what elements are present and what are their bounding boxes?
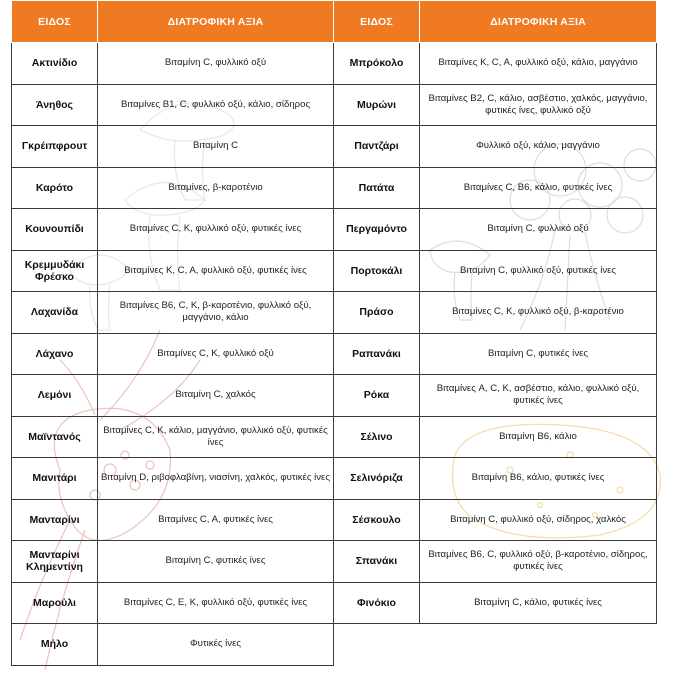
item-name: Άνηθος: [12, 84, 98, 126]
item-name: Μαϊντανός: [12, 416, 98, 458]
table-row: [12, 292, 334, 334]
item-name: Γκρέιπφρουτ: [12, 126, 98, 168]
item-name: Μπρόκολο: [334, 43, 420, 85]
table-row: [12, 416, 334, 458]
column-header-value: ΔΙΑΤΡΟΦΙΚΗ ΑΞΙΑ: [98, 1, 334, 43]
item-name: Σέσκουλο: [334, 499, 420, 541]
item-nutrition: Βιταμίνες Β2, C, κάλιο, ασβέστιο, χαλκός, μαγγάνιο, φυτικές ίνες, φυλλικό οξύ: [420, 84, 657, 126]
item-nutrition: Βιταμίνη C, φυλλικό οξύ, σίδηρος, χαλκός: [420, 499, 657, 541]
item-name: Φινόκιο: [334, 582, 420, 624]
item-nutrition: Βιταμίνες C, A, φυτικές ίνες: [98, 499, 334, 541]
table-row: [12, 250, 334, 292]
table-row: [334, 375, 657, 417]
item-nutrition: Φυλλικό οξύ, κάλιο, μαγγάνιο: [420, 126, 657, 168]
table-row: [334, 43, 657, 85]
item-nutrition: Βιταμίνη C, χαλκός: [98, 375, 334, 417]
item-name: Ακτινίδιο: [12, 43, 98, 85]
table-header-row: [12, 1, 334, 43]
table-row: [334, 416, 657, 458]
item-name: Σέλινο: [334, 416, 420, 458]
item-name: Κουνουπίδι: [12, 209, 98, 251]
item-nutrition: Βιταμίνες Β6, C, K, β-καροτένιο, φυλλικό οξύ, μαγγάνιο, κάλιο: [98, 292, 334, 334]
table-row: [12, 333, 334, 375]
item-nutrition: Βιταμίνη C, φυλλικό οξύ, φυτικές ίνες: [420, 250, 657, 292]
table-row: [334, 250, 657, 292]
item-name: Ρόκα: [334, 375, 420, 417]
column-header-value: ΔΙΑΤΡΟΦΙΚΗ ΑΞΙΑ: [420, 1, 657, 43]
item-nutrition: Βιταμίνη C, φυλλικό οξύ: [98, 43, 334, 85]
item-nutrition: Βιταμίνες C, K, φυλλικό οξύ, β-καροτένιο: [420, 292, 657, 334]
table-row: [334, 582, 657, 624]
item-name: Λεμόνι: [12, 375, 98, 417]
item-nutrition: Βιταμίνη C, φυλλικό οξύ: [420, 209, 657, 251]
table-row: [334, 499, 657, 541]
table-row: [12, 458, 334, 500]
nutrition-table-right: [333, 0, 657, 624]
table-row: [334, 209, 657, 251]
item-name: Μανταρίνι Κλημεντίνη: [12, 541, 98, 583]
item-nutrition: Βιταμίνες C, E, K, φυλλικό οξύ, φυτικές ίνες: [98, 582, 334, 624]
item-nutrition: Βιταμίνη C, φυτικές ίνες: [420, 333, 657, 375]
item-name: Λαχανίδα: [12, 292, 98, 334]
item-name: Μανιτάρι: [12, 458, 98, 500]
item-name: Ραπανάκι: [334, 333, 420, 375]
table-row: [12, 126, 334, 168]
item-nutrition: Βιταμίνη Β6, κάλιο: [420, 416, 657, 458]
item-nutrition: Βιταμίνες K, C, A, φυλλικό οξύ, φυτικές ίνες: [98, 250, 334, 292]
table-row: [12, 624, 334, 666]
item-nutrition: Βιταμίνες C, Β6, κάλιο, φυτικές ίνες: [420, 167, 657, 209]
item-name: Μαρούλι: [12, 582, 98, 624]
item-name: Λάχανο: [12, 333, 98, 375]
table-row: [12, 43, 334, 85]
table-row: [12, 582, 334, 624]
item-nutrition: Βιταμίνη C, κάλιο, φυτικές ίνες: [420, 582, 657, 624]
item-name: Πατάτα: [334, 167, 420, 209]
item-name: Σπανάκι: [334, 541, 420, 583]
item-nutrition: Βιταμίνες Β1, C, φυλλικό οξύ, κάλιο, σίδηρος: [98, 84, 334, 126]
table-row: [12, 167, 334, 209]
item-name: Μυρώνι: [334, 84, 420, 126]
table-header-row: [334, 1, 657, 43]
item-name: Μήλο: [12, 624, 98, 666]
item-nutrition: Βιταμίνες C, K, φυλλικό οξύ: [98, 333, 334, 375]
item-nutrition: Βιταμίνη C, φυτικές ίνες: [98, 541, 334, 583]
table-row: [12, 84, 334, 126]
item-nutrition: Βιταμίνες, β-καροτένιο: [98, 167, 334, 209]
item-name: Πράσο: [334, 292, 420, 334]
item-nutrition: Βιταμίνες C, K, κάλιο, μαγγάνιο, φυλλικό οξύ, φυτικές ίνες: [98, 416, 334, 458]
table-row: [12, 499, 334, 541]
table-row: [334, 84, 657, 126]
item-nutrition: Βιταμίνη D, ριβοφλαβίνη, νιασίνη, χαλκός, φυτικές ίνες: [98, 458, 334, 500]
item-name: Καρότο: [12, 167, 98, 209]
item-name: Πορτοκάλι: [334, 250, 420, 292]
table-row: [334, 292, 657, 334]
item-nutrition: Βιταμίνες Β6, C, φυλλικό οξύ, β-καροτένιο, σίδηρος, φυτικές ίνες: [420, 541, 657, 583]
item-name: Μανταρίνι: [12, 499, 98, 541]
item-name: Κρεμμυδάκι Φρέσκο: [12, 250, 98, 292]
column-header-name: ΕΙΔΟΣ: [334, 1, 420, 43]
item-nutrition: Βιταμίνες C, K, φυλλικό οξύ, φυτικές ίνες: [98, 209, 334, 251]
item-nutrition: Βιταμίνες K, C, A, φυλλικό οξύ, κάλιο, μαγγάνιο: [420, 43, 657, 85]
item-nutrition: Βιταμίνη Β6, κάλιο, φυτικές ίνες: [420, 458, 657, 500]
column-header-name: ΕΙΔΟΣ: [12, 1, 98, 43]
item-name: Περγαμόντο: [334, 209, 420, 251]
table-row: [12, 541, 334, 583]
table-row: [12, 375, 334, 417]
table-row: [334, 541, 657, 583]
table-row: [334, 167, 657, 209]
item-name: Σελινόριζα: [334, 458, 420, 500]
table-row: [334, 333, 657, 375]
table-row: [12, 209, 334, 251]
item-nutrition: Φυτικές ίνες: [98, 624, 334, 666]
table-row: [334, 126, 657, 168]
nutrition-table-left: [11, 0, 334, 666]
item-nutrition: Βιταμίνη C: [98, 126, 334, 168]
item-nutrition: Βιταμίνες A, C, K, ασβέστιο, κάλιο, φυλλικό οξύ, φυτικές ίνες: [420, 375, 657, 417]
table-row: [334, 458, 657, 500]
item-name: Παντζάρι: [334, 126, 420, 168]
